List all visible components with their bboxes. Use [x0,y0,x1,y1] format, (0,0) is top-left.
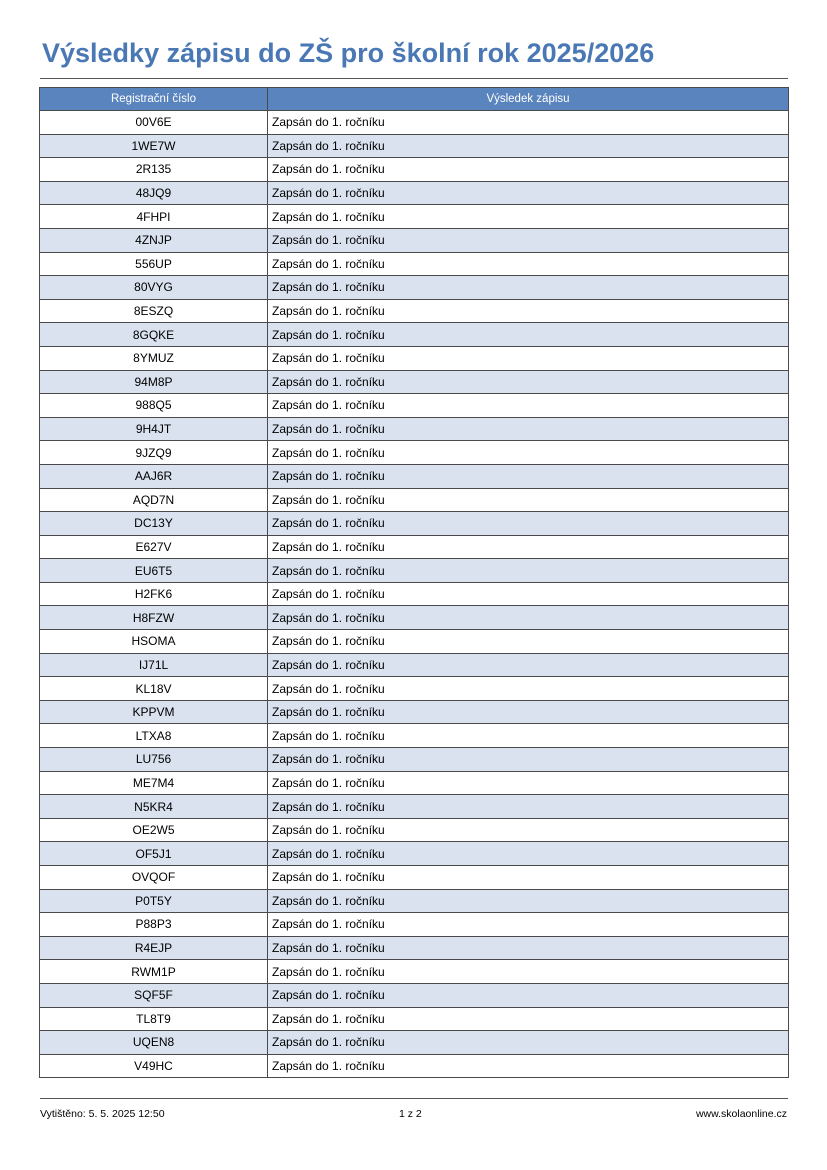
table-row [40,299,789,323]
result-cell: Zapsán do 1. ročníku [268,276,789,300]
result-cell: Zapsán do 1. ročníku [268,818,789,842]
result-cell: Zapsán do 1. ročníku [268,936,789,960]
result-cell: Zapsán do 1. ročníku [268,630,789,654]
table-row [40,252,789,276]
column-header-registration-number: Registrační číslo [40,88,268,111]
footer-page-number: 1 z 2 [399,1108,422,1120]
table-row [40,417,789,441]
result-cell: Zapsán do 1. ročníku [268,677,789,701]
table-row [40,653,789,677]
result-cell: Zapsán do 1. ročníku [268,960,789,984]
registration-number-cell: AAJ6R [40,464,268,488]
registration-number-cell: OF5J1 [40,842,268,866]
result-cell: Zapsán do 1. ročníku [268,181,789,205]
registration-number-cell: KL18V [40,677,268,701]
table-row [40,936,789,960]
registration-number-cell: SQF5F [40,983,268,1007]
registration-number-cell: H8FZW [40,606,268,630]
table-row [40,535,789,559]
table-row [40,748,789,772]
result-cell: Zapsán do 1. ročníku [268,111,789,135]
result-cell: Zapsán do 1. ročníku [268,417,789,441]
footer-website: www.skolaonline.cz [695,1108,787,1120]
registration-number-cell: 00V6E [40,111,268,135]
table-row [40,276,789,300]
table-row [40,205,789,229]
registration-number-cell: OE2W5 [40,818,268,842]
result-cell: Zapsán do 1. ročníku [268,889,789,913]
table-row [40,559,789,583]
registration-number-cell: 4ZNJP [40,228,268,252]
registration-number-cell: ME7M4 [40,771,268,795]
result-cell: Zapsán do 1. ročníku [268,228,789,252]
registration-number-cell: 988Q5 [40,394,268,418]
table-row [40,582,789,606]
table-row [40,818,789,842]
table-row [40,1054,789,1078]
table-row [40,842,789,866]
result-cell: Zapsán do 1. ročníku [268,323,789,347]
result-cell: Zapsán do 1. ročníku [268,299,789,323]
table-row [40,1031,789,1055]
table-row [40,441,789,465]
registration-number-cell: 8ESZQ [40,299,268,323]
registration-number-cell: V49HC [40,1054,268,1078]
registration-number-cell: P88P3 [40,913,268,937]
registration-number-cell: H2FK6 [40,582,268,606]
table-row [40,512,789,536]
result-cell: Zapsán do 1. ročníku [268,1031,789,1055]
table-row [40,323,789,347]
registration-number-cell: 556UP [40,252,268,276]
result-cell: Zapsán do 1. ročníku [268,441,789,465]
table-row [40,158,789,182]
result-cell: Zapsán do 1. ročníku [268,488,789,512]
registration-number-cell: 94M8P [40,370,268,394]
table-row [40,394,789,418]
registration-number-cell: HSOMA [40,630,268,654]
registration-number-cell: 9JZQ9 [40,441,268,465]
table-row [40,983,789,1007]
registration-number-cell: 80VYG [40,276,268,300]
registration-number-cell: R4EJP [40,936,268,960]
result-cell: Zapsán do 1. ročníku [268,559,789,583]
result-cell: Zapsán do 1. ročníku [268,394,789,418]
table-row [40,866,789,890]
registration-number-cell: 8GQKE [40,323,268,347]
table-row [40,346,789,370]
table-row [40,795,789,819]
result-cell: Zapsán do 1. ročníku [268,748,789,772]
table-row [40,960,789,984]
result-cell: Zapsán do 1. ročníku [268,724,789,748]
registration-number-cell: 1WE7W [40,134,268,158]
result-cell: Zapsán do 1. ročníku [268,1007,789,1031]
table-row [40,677,789,701]
table-row [40,724,789,748]
registration-number-cell: 8YMUZ [40,346,268,370]
registration-number-cell: N5KR4 [40,795,268,819]
registration-number-cell: 9H4JT [40,417,268,441]
table-row [40,488,789,512]
registration-number-cell: LTXA8 [40,724,268,748]
result-cell: Zapsán do 1. ročníku [268,512,789,536]
table-row [40,464,789,488]
result-cell: Zapsán do 1. ročníku [268,795,789,819]
table-row [40,606,789,630]
registration-number-cell: E627V [40,535,268,559]
result-cell: Zapsán do 1. ročníku [268,653,789,677]
column-header-result: Výsledek zápisu [268,88,789,111]
registration-number-cell: DC13Y [40,512,268,536]
registration-number-cell: EU6T5 [40,559,268,583]
table-row [40,771,789,795]
result-cell: Zapsán do 1. ročníku [268,983,789,1007]
title-divider [40,78,788,79]
registration-number-cell: 4FHPI [40,205,268,229]
footer-printed-date: Vytištěno: 5. 5. 2025 12:50 [40,1108,165,1120]
result-cell: Zapsán do 1. ročníku [268,913,789,937]
table-row [40,134,789,158]
registration-number-cell: RWM1P [40,960,268,984]
registration-number-cell: AQD7N [40,488,268,512]
registration-number-cell: P0T5Y [40,889,268,913]
table-row [40,181,789,205]
result-cell: Zapsán do 1. ročníku [268,700,789,724]
result-cell: Zapsán do 1. ročníku [268,346,789,370]
table-header-row [40,88,789,111]
registration-number-cell: IJ71L [40,653,268,677]
result-cell: Zapsán do 1. ročníku [268,842,789,866]
table-row [40,913,789,937]
result-cell: Zapsán do 1. ročníku [268,535,789,559]
table-row [40,370,789,394]
result-cell: Zapsán do 1. ročníku [268,771,789,795]
registration-number-cell: 2R135 [40,158,268,182]
result-cell: Zapsán do 1. ročníku [268,866,789,890]
registration-number-cell: OVQOF [40,866,268,890]
table-row [40,889,789,913]
table-row [40,228,789,252]
result-cell: Zapsán do 1. ročníku [268,370,789,394]
registration-number-cell: KPPVM [40,700,268,724]
results-table [39,87,789,1078]
table-row [40,630,789,654]
result-cell: Zapsán do 1. ročníku [268,464,789,488]
result-cell: Zapsán do 1. ročníku [268,582,789,606]
results-body [40,111,789,1078]
registration-number-cell: UQEN8 [40,1031,268,1055]
table-row [40,111,789,135]
result-cell: Zapsán do 1. ročníku [268,205,789,229]
result-cell: Zapsán do 1. ročníku [268,252,789,276]
footer-divider [40,1098,788,1099]
result-cell: Zapsán do 1. ročníku [268,134,789,158]
result-cell: Zapsán do 1. ročníku [268,606,789,630]
result-cell: Zapsán do 1. ročníku [268,158,789,182]
result-cell: Zapsán do 1. ročníku [268,1054,789,1078]
registration-number-cell: LU756 [40,748,268,772]
table-row [40,700,789,724]
table-row [40,1007,789,1031]
registration-number-cell: TL8T9 [40,1007,268,1031]
registration-number-cell: 48JQ9 [40,181,268,205]
page-title: Výsledky zápisu do ZŠ pro školní rok 2025/2026 [42,38,655,68]
